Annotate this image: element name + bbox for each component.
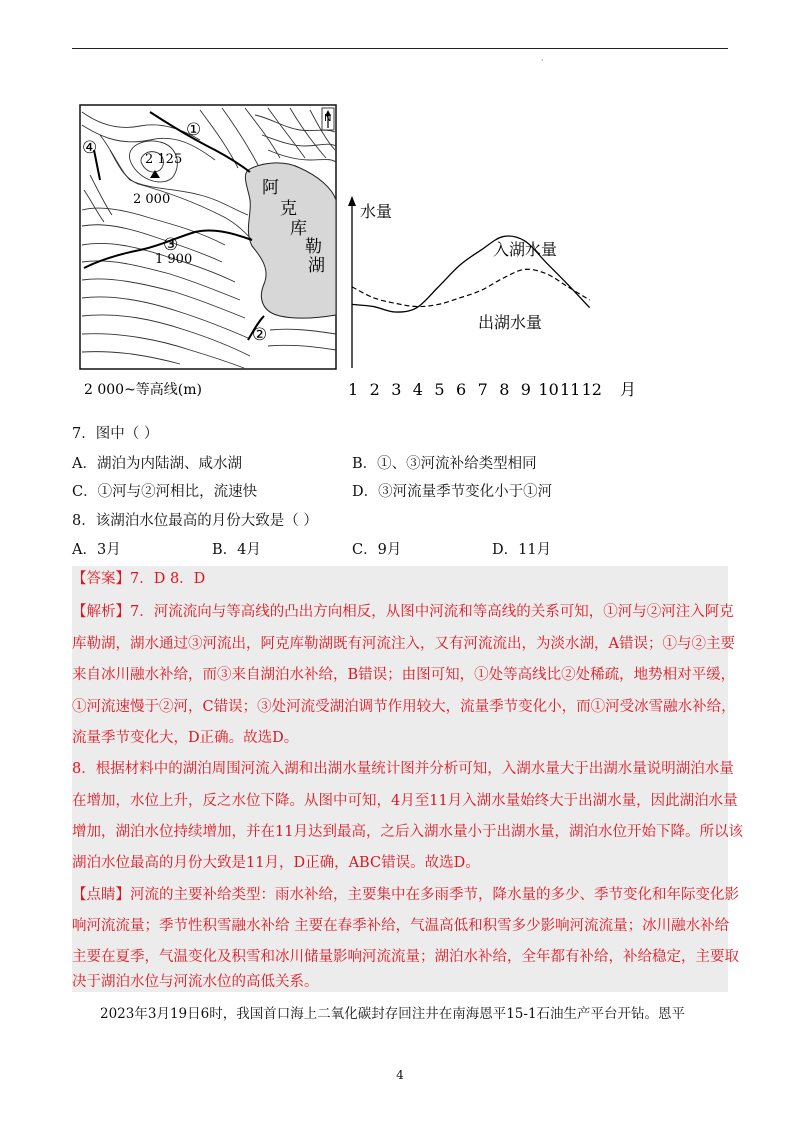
contour-label-2000: 2 000 bbox=[133, 192, 171, 207]
x-tick-label: 9 bbox=[520, 380, 531, 399]
analysis-line: 库勒湖，湖水通过③河流出，阿克库勒湖既有河流注入，又有河流流出，为淡水湖，A错误；①与②主要 bbox=[72, 636, 735, 652]
x-tick-label: 12 bbox=[581, 380, 602, 399]
analysis-line: 来自冰川融水补给，而③来自湖泊水补给，B错误；由图可知，①处等高线比②处稀疏，地势相对平缓， bbox=[72, 667, 736, 683]
question-8-option-d: D．11月 bbox=[492, 542, 552, 558]
series-outflow-line bbox=[352, 269, 590, 306]
map-label-2: ② bbox=[252, 325, 268, 345]
analysis-line: 8．根据材料中的湖泊周围河流入湖和出湖水量统计图并分析可知，入湖水量大于出湖水量说明湖泊水量 bbox=[72, 761, 734, 777]
question-8-option-b: B．4月 bbox=[212, 542, 261, 558]
question-7-option-a: A．湖泊为内陆湖、咸水湖 bbox=[72, 456, 242, 472]
tip-line: 响河流流量；季节性积雪融水补给 主要在春季补给，气温高低和积雪多少影响河流流量；冰川融水补给 bbox=[72, 918, 730, 934]
analysis-line: 【解析】7．河流流向与等高线的凸出方向相反，从图中河流和等高线的关系可知，①河与②河注入阿克 bbox=[72, 604, 734, 620]
x-tick-label: 10 bbox=[538, 380, 559, 399]
question-7-option-c: C．①河与②河相比，流速快 bbox=[72, 484, 258, 500]
map-label-3: ③ bbox=[163, 235, 179, 255]
lake-char: 阿 bbox=[262, 178, 279, 198]
tip-line: 主要在夏季，气温变化及积雪和冰川储量影响河流流量；湖泊水补给，全年都有补给，补给稳定，主要取 bbox=[72, 949, 739, 965]
next-paragraph: 2023年3月19日6时，我国首口海上二氧化碳封存回注井在南海恩平15-1石油生产平台开钻。恩平 bbox=[100, 1006, 686, 1022]
legend-inflow: 入湖水量 bbox=[493, 240, 558, 259]
header-dot: · bbox=[541, 56, 544, 65]
x-tick-label: 11 bbox=[560, 380, 581, 399]
lake-char: 库 bbox=[290, 219, 307, 239]
x-tick-label: 8 bbox=[499, 380, 510, 399]
lake-char: 克 bbox=[280, 199, 297, 219]
y-axis-label: 水量 bbox=[360, 202, 393, 221]
question-8-option-c: C．9月 bbox=[352, 542, 402, 558]
peak-elevation-label: 2 125 bbox=[145, 152, 183, 167]
page-number: 4 bbox=[396, 1068, 404, 1082]
x-tick-label: 2 bbox=[369, 380, 380, 399]
contour-label-1900: 1 900 bbox=[155, 252, 193, 267]
analysis-line: ①河流速慢于②河，C错误；③处河流受湖泊调节作用较大，流量季节变化小，而①河受冰雪融水补给， bbox=[72, 699, 736, 715]
question-7-stem: 7．图中（ ） bbox=[72, 426, 159, 442]
analysis-line: 湖泊水位最高的月份大致是11月，D正确，ABC错误。故选D。 bbox=[72, 855, 480, 871]
analysis-line: 流量季节变化大，D正确。故选D。 bbox=[72, 730, 299, 746]
tip-line: 【点睛】河流的主要补给类型：雨水补给，主要集中在多雨季节，降水量的多少、季节变化和年际变化影 bbox=[72, 887, 739, 903]
legend-outflow: 出湖水量 bbox=[478, 313, 543, 332]
x-axis-label: 月 bbox=[620, 380, 637, 399]
analysis-line: 在增加，水位上升，反之水位下降。从图中可知，4月至11月入湖水量始终大于出湖水量，因此湖泊水量 bbox=[72, 793, 738, 809]
map-label-1: ① bbox=[186, 120, 202, 140]
map-label-4: ④ bbox=[82, 138, 98, 158]
x-tick-label: 7 bbox=[477, 380, 488, 399]
water-volume-chart bbox=[348, 196, 636, 399]
x-tick-label: 1 bbox=[348, 380, 359, 399]
map-legend: 2 000~等高线(m) bbox=[84, 382, 203, 398]
tip-line: 决于湖泊水位与河流水位的高低关系。 bbox=[72, 974, 319, 990]
question-8-option-a: A．3月 bbox=[72, 542, 121, 558]
north-label: N bbox=[324, 113, 332, 124]
x-tick-label: 3 bbox=[391, 380, 402, 399]
x-tick-label: 6 bbox=[456, 380, 467, 399]
x-tick-label: 4 bbox=[412, 380, 423, 399]
y-axis-arrow bbox=[348, 196, 356, 206]
question-8-stem: 8．该湖泊水位最高的月份大致是（ ） bbox=[72, 513, 318, 529]
lake-char: 勒 bbox=[305, 237, 322, 257]
answer-line: 【答案】7．D 8．D bbox=[72, 571, 206, 587]
question-7-option-d: D．③河流量季节变化小于①河 bbox=[352, 484, 553, 500]
question-7-option-b: B．①、③河流补给类型相同 bbox=[352, 456, 537, 472]
figure bbox=[0, 0, 800, 420]
x-tick-label: 5 bbox=[434, 380, 445, 399]
lake-char: 湖 bbox=[308, 256, 325, 276]
analysis-line: 增加，湖泊水位持续增加，并在11月达到最高，之后入湖水量小于出湖水量，湖泊水位开始下降。所以该 bbox=[72, 824, 743, 840]
